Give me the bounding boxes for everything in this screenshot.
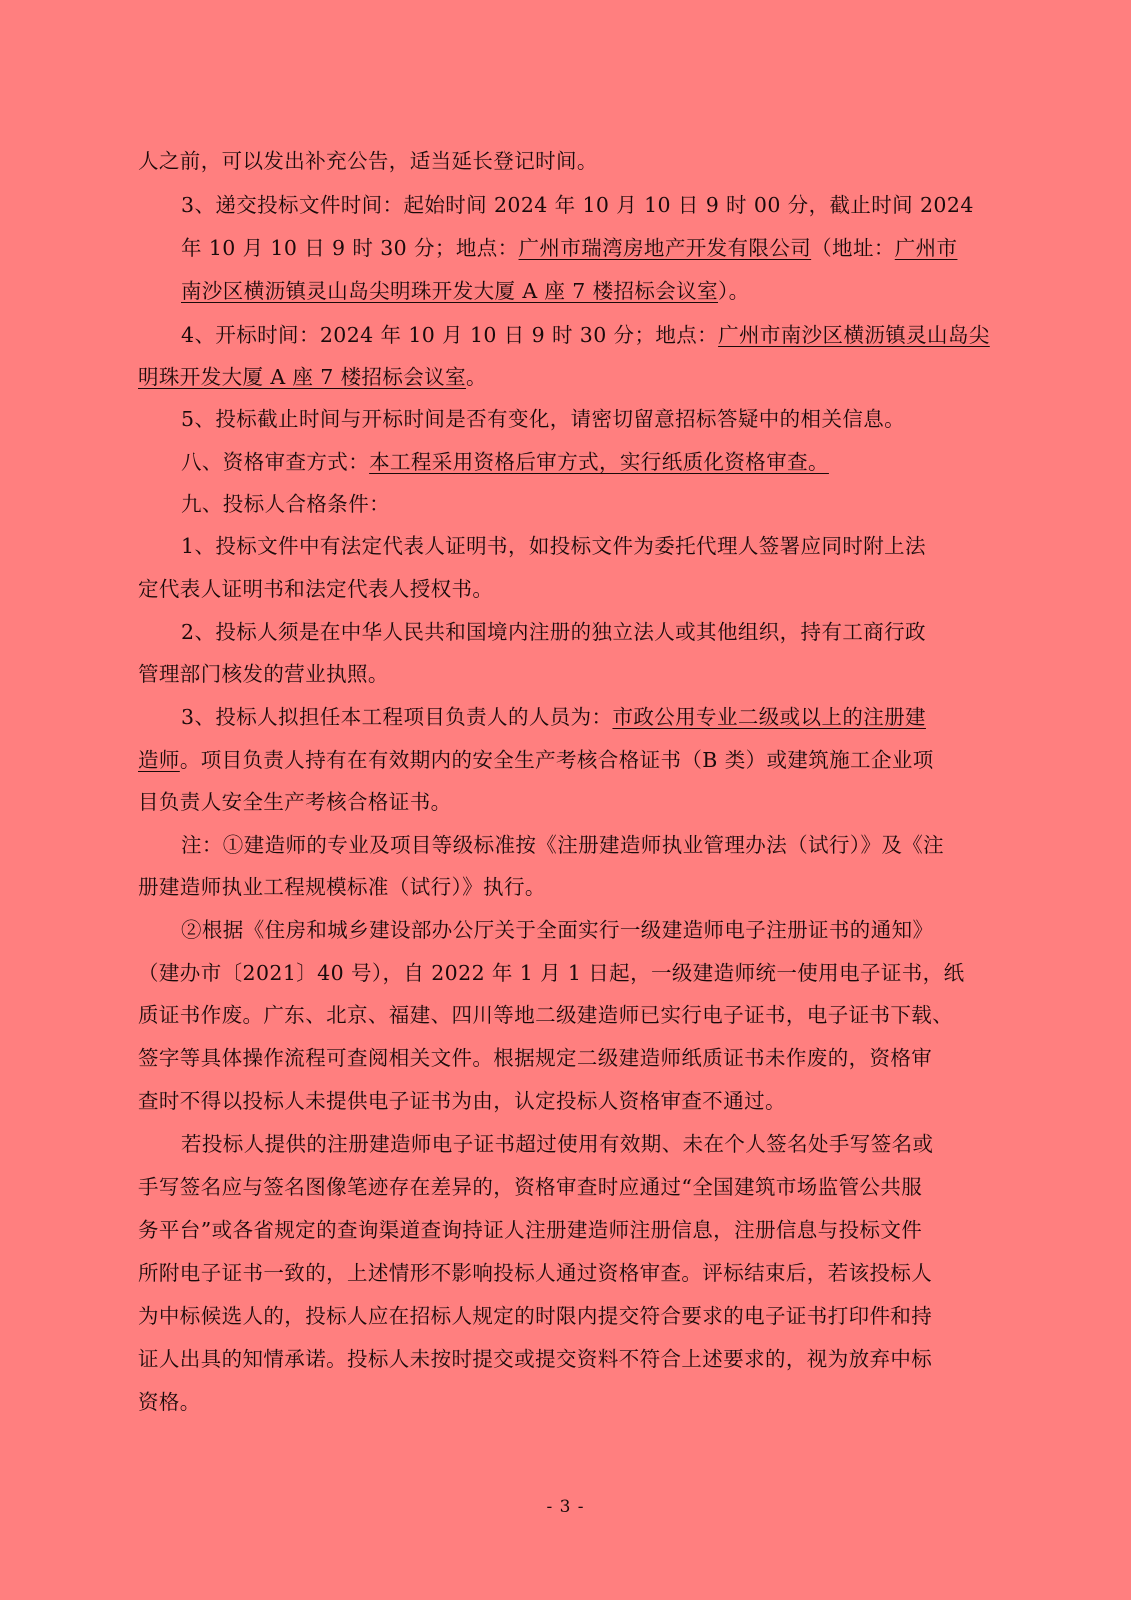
text-segment: 查时不得以投标人未提供电子证书为由，认定投标人资格审查不通过。	[138, 1089, 786, 1113]
text-line	[0, 780, 1131, 824]
underlined-text: 广州市	[894, 236, 958, 260]
text-segment: 4、开标时间：2024 年 10 月 10 日 9 时 30 分；地点：	[181, 323, 719, 347]
text-line	[0, 313, 1131, 357]
text-line	[0, 908, 1131, 952]
text-segment: （地址：	[811, 236, 895, 260]
text-segment: 务平台”或各省规定的查询渠道查询持证人注册建造师注册信息，注册信息与投标文件	[138, 1218, 923, 1242]
text-line	[0, 1380, 1131, 1424]
text-segment: 3、投标人拟担任本工程项目负责人的人员为：	[181, 705, 613, 729]
text-segment: 签字等具体操作流程可查阅相关文件。根据规定二级建造师纸质证书未作废的，资格审	[138, 1046, 933, 1070]
text-line	[0, 355, 1131, 399]
text-segment: 若投标人提供的注册建造师电子证书超过使用有效期、未在个人签名处手写签名或	[181, 1132, 934, 1156]
text-line	[0, 865, 1131, 909]
text-segment: 1、投标文件中有法定代表人证明书，如投标文件为委托代理人签署应同时附上法	[181, 534, 926, 558]
text-line	[0, 524, 1131, 568]
text-line	[0, 269, 1131, 313]
text-segment: 资格。	[138, 1390, 201, 1414]
text-line	[0, 695, 1131, 739]
text-line	[0, 993, 1131, 1037]
text-line	[0, 1294, 1131, 1338]
text-segment: 人之前，可以发出补充公告，适当延长登记时间。	[138, 149, 598, 173]
text-line	[0, 1165, 1131, 1209]
underlined-text: 本工程采用资格后审方式，实行纸质化资格审查。	[369, 450, 829, 474]
text-segment: 九、投标人合格条件：	[181, 492, 390, 516]
underlined-text: 广州市南沙区横沥镇灵山岛尖	[718, 323, 990, 347]
text-segment: 所附电子证书一致的，上述情形不影响投标人通过资格审查。评标结束后，若该投标人	[138, 1261, 933, 1285]
text-line	[0, 1036, 1131, 1080]
text-line	[0, 1122, 1131, 1166]
underlined-text: 明珠开发大厦 A 座 7 楼招标会议室	[138, 365, 467, 389]
page-number: - 3 -	[546, 1497, 585, 1517]
text-segment: 5、投标截止时间与开标时间是否有变化，请密切留意招标答疑中的相关信息。	[181, 407, 906, 431]
text-line	[0, 139, 1131, 183]
text-line	[0, 567, 1131, 611]
text-segment: 为中标候选人的，投标人应在招标人规定的时限内提交符合要求的电子证书打印件和持	[138, 1304, 933, 1328]
text-segment: 质证书作废。广东、北京、福建、四川等地二级建造师已实行电子证书，电子证书下载、	[138, 1003, 954, 1027]
text-line	[0, 1251, 1131, 1295]
text-line	[0, 1208, 1131, 1252]
underlined-text: 南沙区横沥镇灵山岛尖明珠开发大厦 A 座 7 楼招标会议室	[181, 279, 719, 303]
text-segment: 年 10 月 10 日 9 时 30 分；地点：	[181, 236, 519, 260]
text-segment: 2、投标人须是在中华人民共和国境内注册的独立法人或其他组织，持有工商行政	[181, 620, 926, 644]
text-segment: 注：①建造师的专业及项目等级标准按《注册建造师执业管理办法（试行）》及《注	[181, 833, 945, 857]
text-segment: ②根据《住房和城乡建设部办公厅关于全面实行一级建造师电子注册证书的通知》	[181, 918, 934, 942]
text-segment: 目负责人安全生产考核合格证书。	[138, 790, 452, 814]
text-segment: 证人出具的知情承诺。投标人未按时提交或提交资料不符合上述要求的，视为放弃中标	[138, 1347, 933, 1371]
text-line	[0, 823, 1131, 867]
text-line	[0, 440, 1131, 484]
text-line	[0, 482, 1131, 526]
text-segment: ）。	[718, 279, 750, 303]
text-segment: 管理部门核发的营业执照。	[138, 662, 389, 686]
underlined-text: 市政公用专业二级或以上的注册建	[612, 705, 926, 729]
text-line	[0, 1079, 1131, 1123]
text-line	[0, 183, 1131, 227]
text-segment: 八、资格审查方式：	[181, 450, 370, 474]
underlined-text: 造师	[138, 748, 180, 772]
text-segment: 册建造师执业工程规模标准（试行）》执行。	[138, 875, 546, 899]
text-segment: （建办市〔2021〕40 号），自 2022 年 1 月 1 日起，一级建造师统一使用电子证书，纸	[138, 961, 965, 985]
text-line	[0, 652, 1131, 696]
text-segment: 。项目负责人持有在有效期内的安全生产考核合格证书（B 类）或建筑施工企业项	[179, 748, 934, 772]
text-segment: 手写签名应与签名图像笔迹存在差异的，资格审查时应通过“全国建筑市场监管公共服	[138, 1175, 923, 1199]
text-segment: 定代表人证明书和法定代表人授权书。	[138, 577, 494, 601]
text-line	[0, 226, 1131, 270]
text-line	[0, 951, 1131, 995]
text-segment: 。	[466, 365, 487, 389]
underlined-text: 广州市瑞湾房地产开发有限公司	[518, 236, 812, 260]
text-line	[0, 610, 1131, 654]
text-segment: 3、递交投标文件时间：起始时间 2024 年 10 月 10 日 9 时 00 分，截止时间 2024	[181, 193, 974, 217]
text-line	[0, 397, 1131, 441]
text-line	[0, 1337, 1131, 1381]
text-line	[0, 738, 1131, 782]
